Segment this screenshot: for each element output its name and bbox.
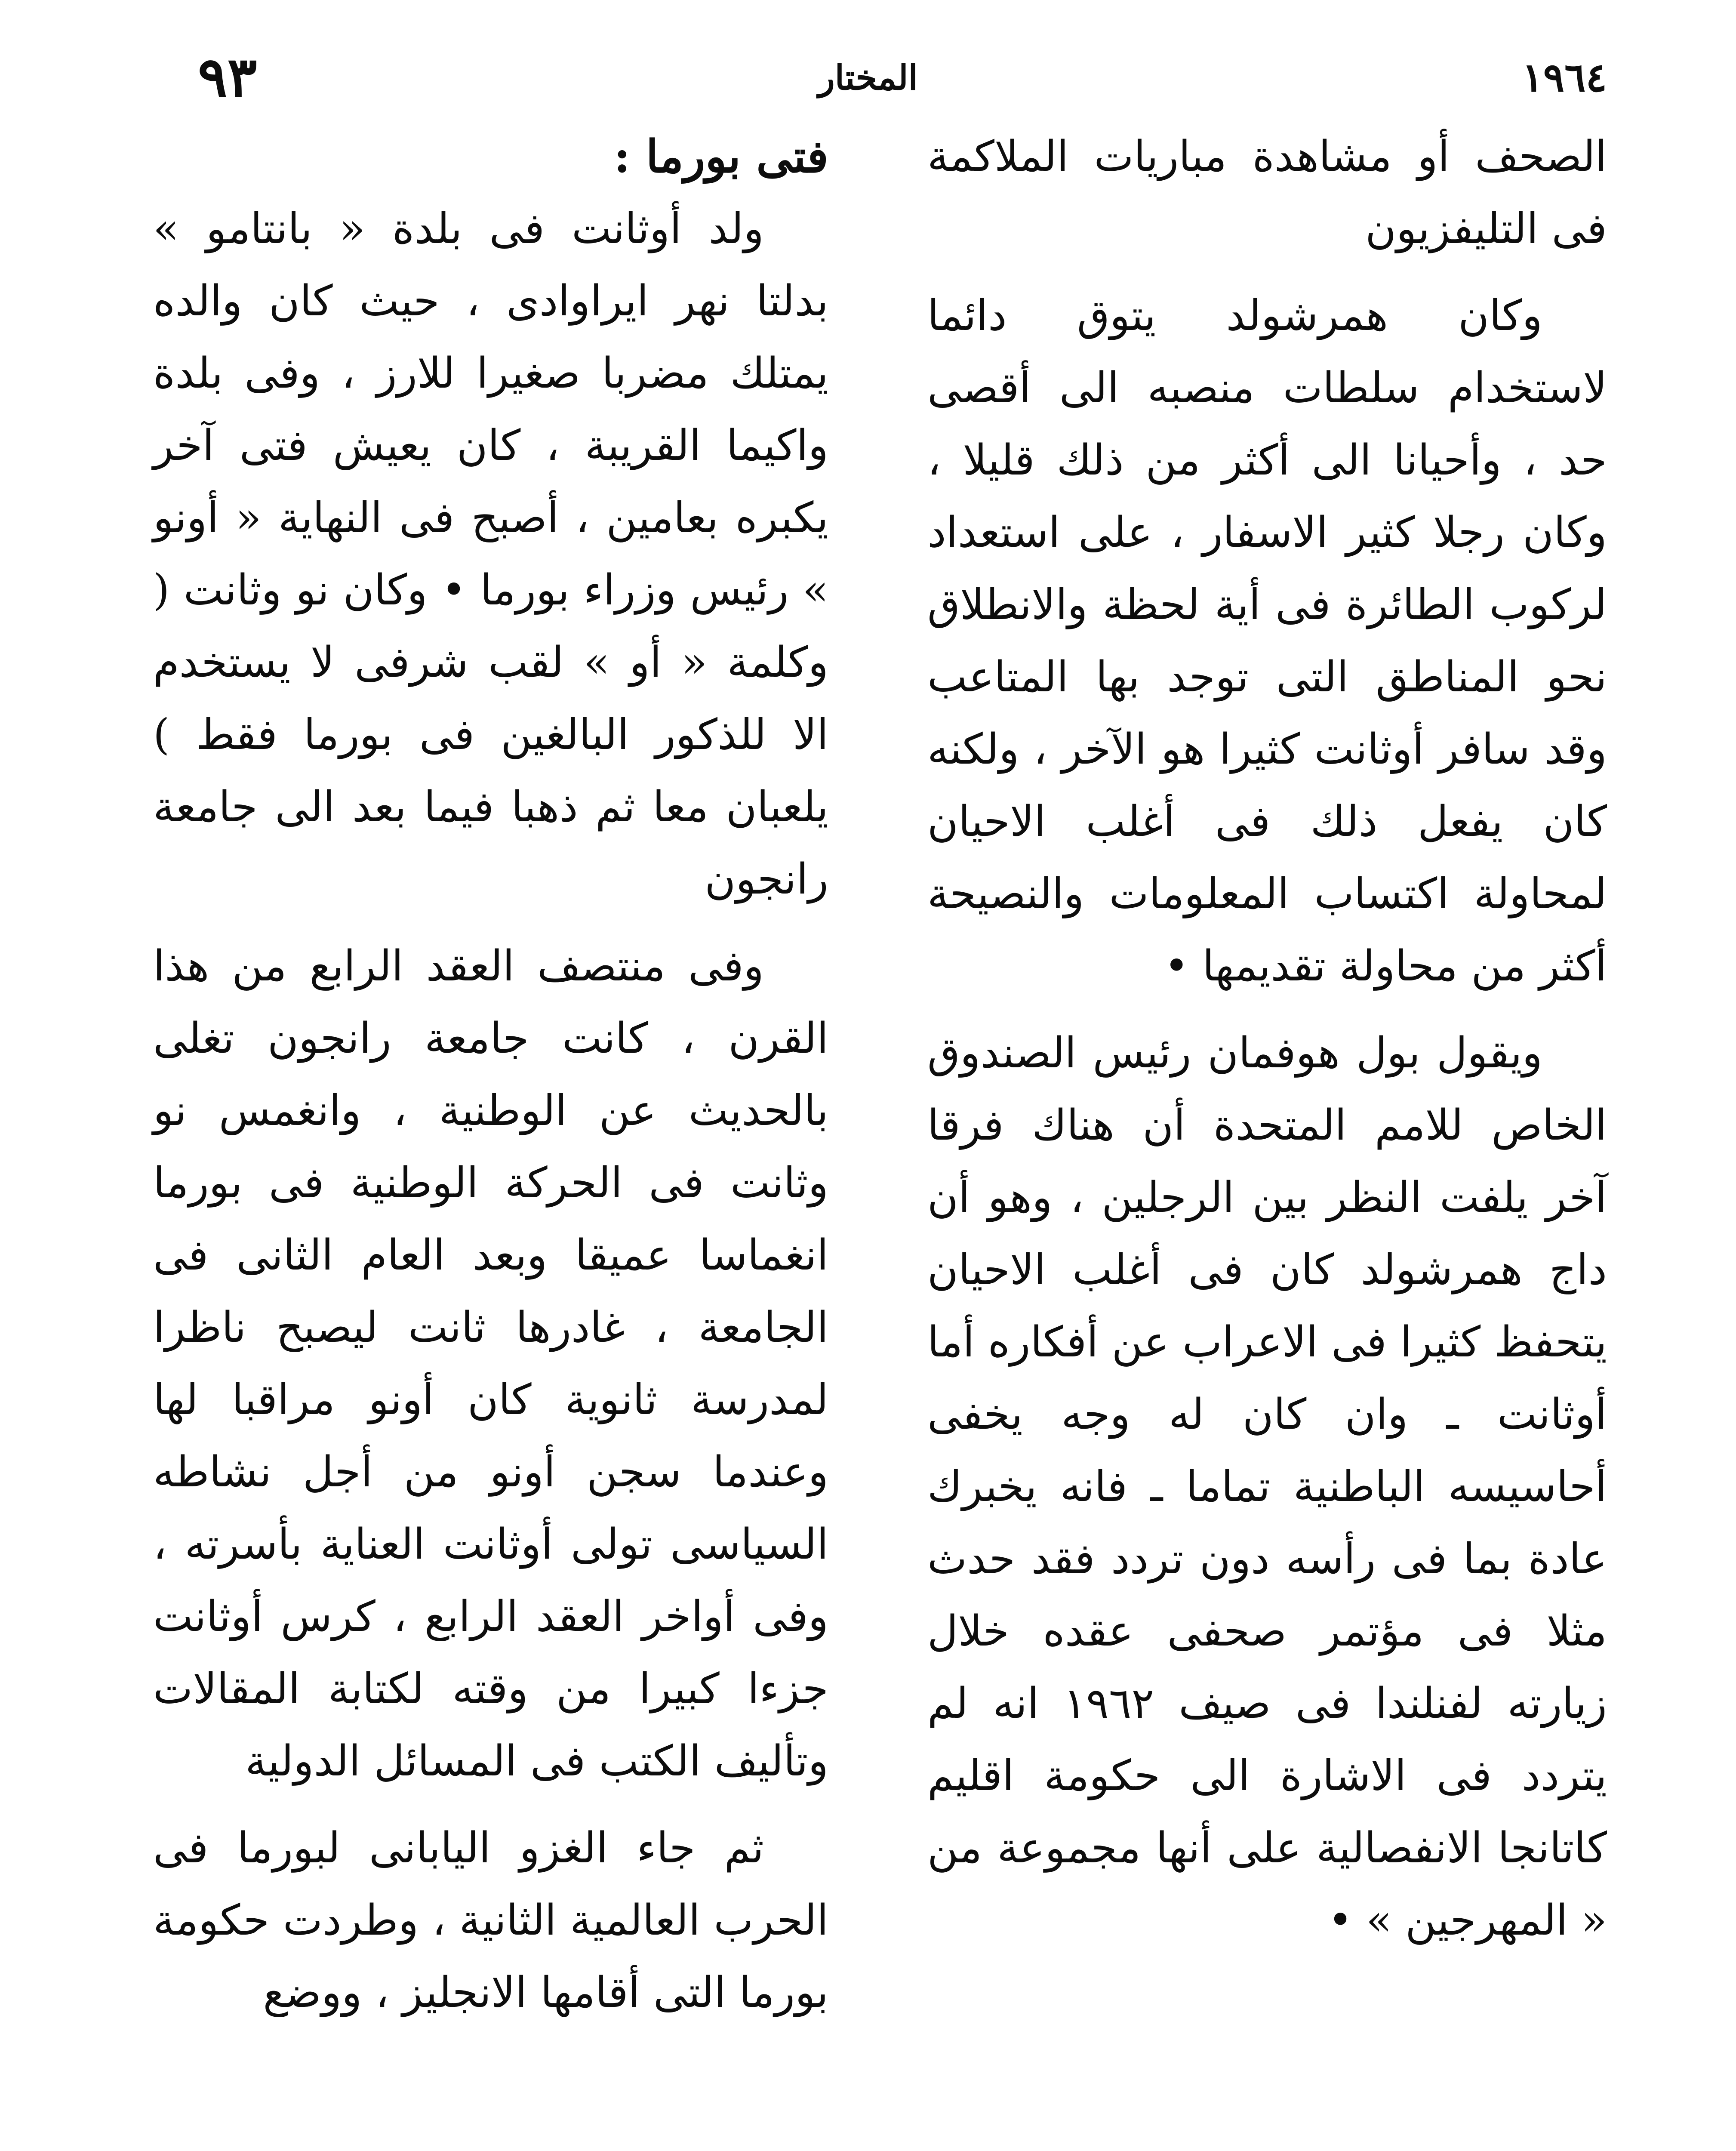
paragraph: ثم جاء الغزو اليابانى لبورما فى الحرب العالمية الثانية ، وطردت حكومة بورما التى أقامها الانجليز ، ووضع (153, 1824, 828, 2017)
right-column (927, 120, 1607, 2151)
paragraph: ولد أوثانت فى بلدة « بانتامو » بدلتا نهر ايراوادى ، حيث كان والده يمتلك مضربا صغيرا للارز ، وفى بلدة واكيما القريبة ، كان يعيش فتى آخر يكبره بعامين ، أصبح فى النهاية « أونو » رئيس وزراء بورما • وكان نو وثانت ( وكلمة « أو » لقب شرفى لا يستخدم الا للذكور البالغين فى بورما فقط ) يلعبان معا ثم ذهبا فيما بعد الى جامعة رانجون (153, 204, 828, 904)
header-title: المختار (818, 57, 918, 98)
page-header (0, 41, 1736, 114)
paragraph: ويقول بول هوفمان رئيس الصندوق الخاص للامم المتحدة أن هناك فرقا آخر يلفت النظر بين الرجلين ، وهو أن داج همرشولد كان فى أغلب الاحيان يتحفظ كثيرا فى الاعراب عن أفكاره أما أوثانت ـ وان كان له وجه يخفى أحاسيسه الباطنية تماما ـ فانه يخبرك عادة بما فى رأسه دون تردد فقد حدث مثلا فى مؤتمر صحفى عقده خلال زيارته لفنلندا فى صيف ١٩٦٢ انه لم يتردد فى الاشارة الى حكومة اقليم كاتانجا الانفصالية على أنها مجموعة من « المهرجين » • (927, 1029, 1607, 1945)
header-year: ١٩٦٤ (1522, 54, 1607, 101)
paragraph: وكان همرشولد يتوق دائما لاستخدام سلطات منصبه الى أقصى حد ، وأحيانا الى أكثر من ذلك قليلا ، وكان رجلا كثير الاسفار ، على استعداد لركوب الطائرة فى أية لحظة والانطلاق نحو المناطق التى توجد بها المتاعب وقد سافر أوثانت كثيرا هو الآخر ، ولكنه كان يفعل ذلك فى أغلب الاحيان لمحاولة اكتساب المعلومات والنصيحة أكثر من محاولة تقديمها • (927, 291, 1607, 991)
left-column (153, 120, 828, 2151)
page-number: ٩٣ (198, 45, 257, 110)
paragraph: وفى منتصف العقد الرابع من هذا القرن ، كانت جامعة رانجون تغلى بالحديث عن الوطنية ، وانغمس نو وثانت فى الحركة الوطنية فى بورما انغماسا عميقا وبعد العام الثانى فى الجامعة ، غادرها ثانت ليصبح ناظرا لمدرسة ثانوية كان أونو مراقبا لها وعندما سجن أونو من أجل نشاطه السياسى تولى أوثانت العناية بأسرته ، وفى أواخر العقد الرابع ، كرس أوثانت جزءا كبيرا من وقته لكتابة المقالات وتأليف الكتب فى المسائل الدولية (153, 942, 828, 1786)
section-heading: فتى بورما : (614, 130, 828, 183)
paragraph: الصحف أو مشاهدة مباريات الملاكمة فى التليفزيون (927, 132, 1607, 253)
